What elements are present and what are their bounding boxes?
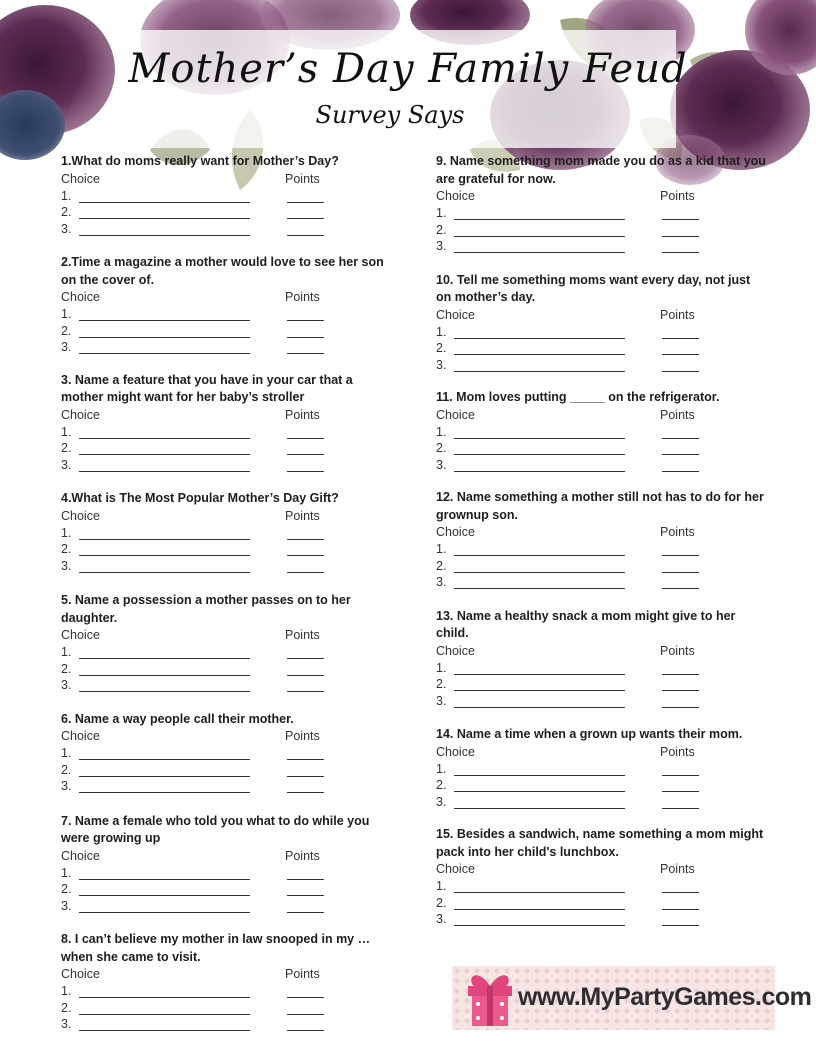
answer-row	[61, 778, 391, 795]
answer-header	[61, 289, 391, 306]
points-answer-line[interactable]	[662, 775, 699, 776]
choice-answer-line[interactable]	[454, 252, 625, 253]
points-answer-line[interactable]	[287, 539, 324, 540]
choice-answer-line[interactable]	[454, 572, 625, 573]
choice-answer-line[interactable]	[79, 555, 250, 556]
answer-row	[61, 424, 391, 441]
answer-row	[61, 323, 391, 340]
points-answer-line[interactable]	[287, 776, 324, 777]
answer-row	[61, 541, 391, 558]
answer-row	[436, 676, 766, 693]
choice-answer-line[interactable]	[79, 539, 250, 540]
answer-row	[436, 222, 766, 239]
choice-answer-line[interactable]	[454, 471, 625, 472]
points-answer-line[interactable]	[662, 909, 699, 910]
answer-header	[436, 861, 766, 878]
question-text: 3. Name a feature that you have in your car that a mother might want for her baby’s stroller	[61, 372, 353, 404]
choice-answer-line[interactable]	[79, 1014, 250, 1015]
answer-header	[436, 744, 766, 761]
points-answer-line[interactable]	[662, 588, 699, 589]
choice-answer-line[interactable]	[79, 438, 250, 439]
points-answer-line[interactable]	[287, 879, 324, 880]
points-answer-line[interactable]	[287, 691, 324, 692]
points-answer-line[interactable]	[287, 454, 324, 455]
page-subtitle: Survey Says	[315, 101, 465, 129]
answer-row	[61, 898, 391, 915]
choice-answer-line[interactable]	[454, 438, 625, 439]
points-answer-line[interactable]	[662, 555, 699, 556]
answer-number: 1.	[436, 660, 447, 675]
choice-answer-line[interactable]	[79, 776, 250, 777]
points-answer-line[interactable]	[662, 354, 699, 355]
question-block	[61, 489, 391, 574]
answer-header	[61, 407, 391, 424]
points-answer-line[interactable]	[287, 320, 324, 321]
answer-number: 1.	[61, 525, 72, 540]
points-answer-line[interactable]	[662, 690, 699, 691]
answer-header	[61, 848, 391, 865]
choice-answer-line[interactable]	[79, 202, 250, 203]
points-label: Points	[285, 628, 320, 642]
question-block	[61, 710, 391, 795]
points-answer-line[interactable]	[662, 252, 699, 253]
points-answer-line[interactable]	[662, 371, 699, 372]
points-label: Points	[285, 967, 320, 981]
answer-number: 2.	[61, 441, 72, 455]
choice-label: Choice	[61, 628, 100, 642]
choice-answer-line[interactable]	[454, 892, 625, 893]
choice-answer-line[interactable]	[79, 895, 250, 896]
choice-answer-line[interactable]	[454, 354, 625, 355]
question-text: 6. Name a way people call their mother.	[61, 711, 294, 726]
answer-number: 2.	[61, 1000, 72, 1015]
answer-number: 1.	[436, 761, 447, 776]
points-answer-line[interactable]	[287, 337, 324, 338]
points-answer-line[interactable]	[287, 555, 324, 556]
question-text: 8. I can’t believe my mother in law snooped in my … when she came to visit.	[61, 932, 371, 964]
choice-answer-line[interactable]	[454, 555, 625, 556]
answer-number: 1.	[61, 188, 72, 203]
choice-answer-line[interactable]	[79, 912, 250, 913]
choice-answer-line[interactable]	[79, 353, 250, 354]
choice-answer-line[interactable]	[454, 371, 625, 372]
answer-row	[61, 762, 391, 779]
question-block	[61, 371, 391, 474]
answer-number: 1.	[61, 984, 72, 998]
choice-answer-line[interactable]	[454, 690, 625, 691]
question-text: 15. Besides a sandwich, name something a mom might pack into her child's lunchbox.	[436, 827, 764, 859]
answer-row	[436, 558, 766, 575]
points-answer-line[interactable]	[287, 1014, 324, 1015]
answer-number: 3.	[61, 457, 72, 472]
choice-label: Choice	[436, 862, 475, 876]
choice-answer-line[interactable]	[79, 572, 250, 573]
questions-column-left	[61, 152, 391, 1033]
answer-header	[61, 966, 391, 983]
points-answer-line[interactable]	[287, 1030, 324, 1031]
points-answer-line[interactable]	[287, 895, 324, 896]
choice-answer-line[interactable]	[79, 675, 250, 676]
question-block	[61, 812, 391, 915]
points-label: Points	[660, 744, 695, 759]
answer-row	[61, 339, 391, 356]
points-answer-line[interactable]	[287, 792, 324, 793]
answer-row	[61, 661, 391, 678]
choice-answer-line[interactable]	[454, 588, 625, 589]
answer-number: 3.	[61, 779, 72, 793]
question-text: 12. Name something a mother still not has to do for her grownup son.	[436, 490, 764, 522]
answer-number: 1.	[61, 424, 72, 439]
answer-number: 2.	[436, 558, 447, 573]
choice-answer-line[interactable]	[79, 1030, 250, 1031]
answer-number: 1.	[436, 424, 447, 439]
choice-label: Choice	[61, 729, 100, 743]
answer-row	[436, 340, 766, 357]
answer-header	[436, 188, 766, 205]
points-label: Points	[660, 189, 695, 203]
website-url[interactable]: www.MyPartyGames.com	[518, 983, 812, 1011]
choice-answer-line[interactable]	[454, 808, 625, 809]
points-answer-line[interactable]	[662, 892, 699, 893]
answer-row	[61, 677, 391, 694]
points-answer-line[interactable]	[287, 675, 324, 676]
points-answer-line[interactable]	[287, 759, 324, 760]
answer-row	[61, 188, 391, 205]
points-answer-line[interactable]	[662, 236, 699, 237]
points-label: Points	[285, 508, 320, 523]
answer-number: 3.	[61, 221, 72, 236]
answer-number: 3.	[61, 558, 72, 573]
question-text: 1.What do moms really want for Mother’s Day?	[61, 154, 339, 168]
question-text: 4.What is The Most Popular Mother’s Day Gift?	[61, 491, 339, 505]
points-label: Points	[660, 525, 695, 539]
choice-label: Choice	[61, 290, 100, 304]
answer-number: 2.	[61, 882, 72, 896]
points-label: Points	[285, 848, 320, 863]
choice-answer-line[interactable]	[79, 454, 250, 455]
question-block	[436, 152, 766, 255]
choice-answer-line[interactable]	[79, 320, 250, 321]
question-text: 11. Mom loves putting _____ on the refrigerator.	[436, 390, 720, 404]
questions-column-right	[436, 152, 766, 928]
answer-number: 3.	[61, 898, 72, 913]
answer-number: 1.	[61, 865, 72, 880]
answer-number: 2.	[61, 205, 72, 219]
points-answer-line[interactable]	[287, 572, 324, 573]
answer-row	[436, 205, 766, 222]
answer-number: 2.	[61, 762, 72, 777]
choice-answer-line[interactable]	[454, 707, 625, 708]
answer-number: 3.	[61, 1017, 72, 1031]
question-block	[61, 930, 391, 1033]
answer-number: 3.	[436, 794, 447, 809]
points-label: Points	[660, 407, 695, 422]
answer-row	[436, 541, 766, 558]
points-label: Points	[285, 171, 320, 186]
choice-answer-line[interactable]	[79, 235, 250, 236]
points-answer-line[interactable]	[287, 658, 324, 659]
page-title: Mother’s Day Family Feud	[128, 46, 688, 92]
website-badge[interactable]	[452, 966, 812, 1030]
choice-label: Choice	[61, 508, 100, 523]
choice-answer-line[interactable]	[454, 791, 625, 792]
answer-row	[436, 761, 766, 778]
points-answer-line[interactable]	[287, 353, 324, 354]
answer-row	[436, 238, 766, 255]
points-label: Points	[660, 307, 695, 322]
answer-row	[61, 865, 391, 882]
points-answer-line[interactable]	[287, 997, 324, 998]
choice-label: Choice	[436, 307, 475, 322]
choice-answer-line[interactable]	[79, 337, 250, 338]
points-answer-line[interactable]	[287, 202, 324, 203]
answer-number: 1.	[436, 206, 447, 220]
question-text: 9. Name something mom made you do as a kid that you are grateful for now.	[436, 154, 766, 186]
answer-row	[61, 221, 391, 238]
answer-row	[436, 424, 766, 441]
answer-row	[436, 324, 766, 341]
answer-number: 3.	[436, 239, 447, 253]
question-block	[436, 725, 766, 810]
answer-number: 2.	[436, 222, 447, 237]
answer-number: 1.	[436, 324, 447, 339]
answer-number: 3.	[436, 457, 447, 472]
answer-row	[436, 574, 766, 591]
points-label: Points	[285, 290, 320, 304]
points-answer-line[interactable]	[662, 707, 699, 708]
points-label: Points	[285, 729, 320, 743]
answer-row	[436, 878, 766, 895]
points-answer-line[interactable]	[662, 438, 699, 439]
answer-row	[436, 457, 766, 474]
question-block	[436, 488, 766, 591]
question-text: 7. Name a female who told you what to do while you were growing up	[61, 813, 370, 845]
choice-answer-line[interactable]	[79, 879, 250, 880]
points-answer-line[interactable]	[662, 808, 699, 809]
points-label: Points	[660, 643, 695, 658]
answer-row	[61, 1000, 391, 1017]
points-answer-line[interactable]	[662, 572, 699, 573]
points-answer-line[interactable]	[662, 791, 699, 792]
choice-label: Choice	[61, 848, 100, 863]
answer-header	[436, 524, 766, 541]
question-text: 10. Tell me something moms want every day, not just on mother’s day.	[436, 272, 751, 304]
answer-number: 2.	[436, 341, 447, 355]
answer-number: 1.	[61, 746, 72, 760]
points-answer-line[interactable]	[287, 235, 324, 236]
question-block	[436, 825, 766, 928]
choice-label: Choice	[436, 189, 475, 203]
choice-label: Choice	[436, 407, 475, 422]
question-text: 14. Name a time when a grown up wants their mom.	[436, 727, 743, 741]
choice-label: Choice	[61, 967, 100, 981]
question-block	[61, 152, 391, 237]
answer-row	[61, 457, 391, 474]
answer-header	[61, 508, 391, 525]
answer-row	[61, 525, 391, 542]
choice-answer-line[interactable]	[454, 775, 625, 776]
answer-number: 1.	[436, 879, 447, 893]
choice-answer-line[interactable]	[79, 218, 250, 219]
answer-row	[61, 983, 391, 1000]
answer-number: 1.	[436, 542, 447, 556]
choice-label: Choice	[436, 744, 475, 759]
answer-row	[61, 1016, 391, 1033]
choice-answer-line[interactable]	[454, 454, 625, 455]
answer-header	[436, 643, 766, 660]
points-answer-line[interactable]	[287, 438, 324, 439]
choice-answer-line[interactable]	[454, 925, 625, 926]
question-text: 13. Name a healthy snack a mom might give to her child.	[436, 608, 736, 640]
choice-label: Choice	[436, 525, 475, 539]
choice-answer-line[interactable]	[454, 219, 625, 220]
choice-answer-line[interactable]	[79, 759, 250, 760]
question-block	[436, 607, 766, 710]
choice-answer-line[interactable]	[454, 236, 625, 237]
answer-row	[436, 911, 766, 928]
answer-header	[436, 407, 766, 424]
answer-number: 2.	[61, 323, 72, 338]
choice-answer-line[interactable]	[79, 471, 250, 472]
answer-row	[436, 660, 766, 677]
answer-number: 2.	[61, 661, 72, 676]
answer-row	[436, 895, 766, 912]
points-answer-line[interactable]	[287, 218, 324, 219]
answer-row	[436, 357, 766, 374]
answer-row	[61, 204, 391, 221]
answer-number: 1.	[61, 645, 72, 659]
points-answer-line[interactable]	[287, 471, 324, 472]
answer-number: 3.	[436, 912, 447, 926]
points-answer-line[interactable]	[662, 674, 699, 675]
gift-box-icon	[462, 968, 518, 1028]
answer-number: 2.	[436, 895, 447, 910]
answer-number: 3.	[61, 678, 72, 692]
points-answer-line[interactable]	[662, 925, 699, 926]
choice-answer-line[interactable]	[79, 792, 250, 793]
points-answer-line[interactable]	[662, 454, 699, 455]
answer-row	[436, 794, 766, 811]
points-label: Points	[660, 862, 695, 876]
choice-answer-line[interactable]	[79, 658, 250, 659]
answer-row	[61, 306, 391, 323]
answer-row	[436, 693, 766, 710]
choice-answer-line[interactable]	[454, 674, 625, 675]
answer-number: 2.	[436, 677, 447, 691]
question-text: 2.Time a magazine a mother would love to see her son on the cover of.	[61, 255, 384, 287]
answer-row	[61, 644, 391, 661]
question-text: 5. Name a possession a mother passes on to her daughter.	[61, 593, 351, 625]
choice-answer-line[interactable]	[454, 909, 625, 910]
answer-header	[61, 171, 391, 188]
question-block	[61, 253, 391, 356]
choice-answer-line[interactable]	[79, 691, 250, 692]
answer-number: 2.	[436, 778, 447, 792]
answer-number: 2.	[61, 542, 72, 556]
points-answer-line[interactable]	[662, 471, 699, 472]
answer-row	[61, 440, 391, 457]
answer-header	[436, 307, 766, 324]
answer-number: 3.	[61, 340, 72, 354]
answer-row	[436, 440, 766, 457]
answer-row	[61, 881, 391, 898]
choice-answer-line[interactable]	[79, 997, 250, 998]
answer-number: 3.	[436, 693, 447, 708]
answer-row	[61, 745, 391, 762]
points-answer-line[interactable]	[662, 338, 699, 339]
question-block	[436, 388, 766, 473]
points-answer-line[interactable]	[287, 912, 324, 913]
choice-answer-line[interactable]	[454, 338, 625, 339]
points-answer-line[interactable]	[662, 219, 699, 220]
answer-header	[61, 728, 391, 745]
answer-number: 2.	[436, 441, 447, 455]
answer-header	[61, 627, 391, 644]
points-label: Points	[285, 407, 320, 422]
answer-number: 3.	[436, 575, 447, 589]
answer-row	[61, 558, 391, 575]
question-block	[61, 591, 391, 694]
answer-number: 1.	[61, 307, 72, 321]
answer-row	[436, 777, 766, 794]
choice-label: Choice	[61, 171, 100, 186]
choice-label: Choice	[436, 643, 475, 658]
answer-number: 3.	[436, 357, 447, 372]
question-block	[436, 271, 766, 374]
choice-label: Choice	[61, 407, 100, 422]
